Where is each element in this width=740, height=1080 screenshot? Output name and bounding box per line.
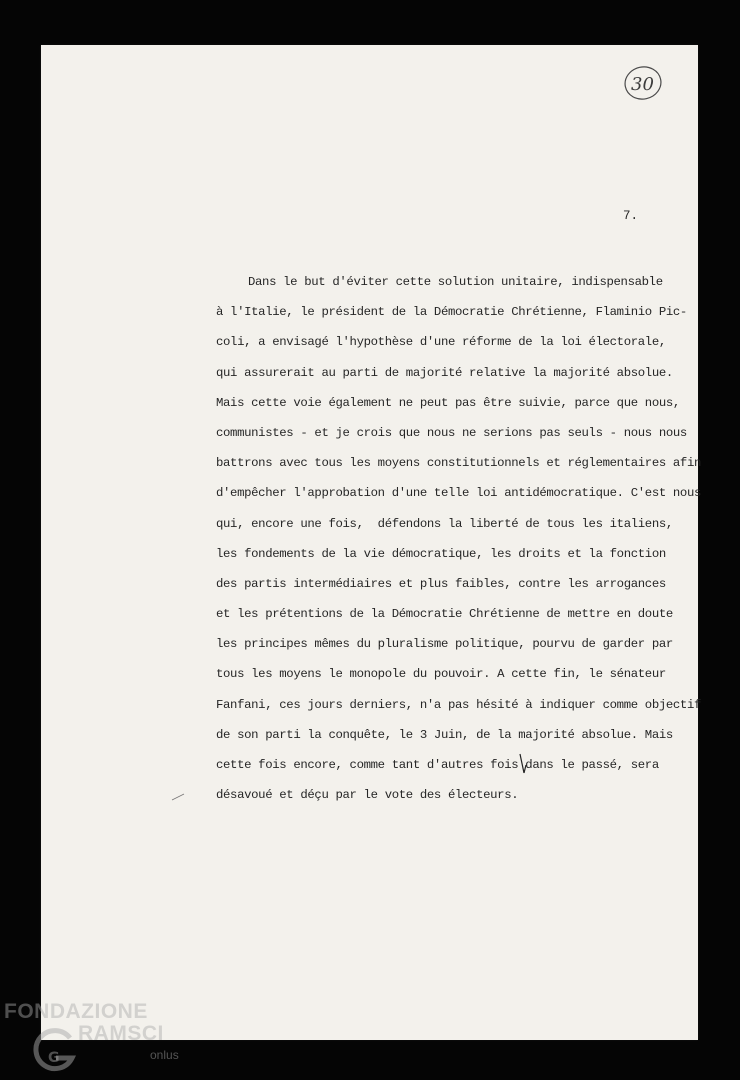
margin-pencil-tick xyxy=(171,793,185,801)
text-line: Fanfani, ces jours derniers, n'a pas hésité à indiquer comme objectif xyxy=(216,697,702,712)
watermark-line-2: RAMSCI xyxy=(78,1022,164,1045)
text-line: qui assurerait au parti de majorité relative la majorité absolue. xyxy=(216,365,673,380)
logo-letter: G xyxy=(48,1050,60,1066)
gramsci-logo-icon xyxy=(30,1028,78,1074)
text-line: désavoué et déçu par le vote des électeurs. xyxy=(216,788,519,803)
watermark-line-1: FONDAZIONE xyxy=(4,1000,148,1023)
text-line: à l'Italie, le président de la Démocratie Chrétienne, Flaminio Pic- xyxy=(216,305,687,320)
fondazione-gramsci-watermark xyxy=(4,998,194,1076)
text-line: d'empêcher l'approbation d'une telle loi antidémocratique. C'est nous xyxy=(216,486,702,501)
page-number: 7. xyxy=(623,209,639,223)
text-line: de son parti la conquête, le 3 Juin, de la majorité absolue. Mais xyxy=(216,727,673,742)
watermark-line-3: onlus xyxy=(150,1048,179,1062)
text-line: les principes mêmes du pluralisme politique, pourvu de garder par xyxy=(216,637,673,652)
archive-number-text: 30 xyxy=(631,74,654,95)
text-line: qui, encore une fois, défendons la liberté de tous les italiens, xyxy=(216,516,673,531)
text-line: communistes - et je crois que nous ne serions pas seuls - nous nous xyxy=(216,425,687,440)
typed-page xyxy=(41,45,702,1040)
text-line: Mais cette voie également ne peut pas être suivie, parce que nous, xyxy=(216,395,680,410)
text-line: et les prétentions de la Démocratie Chrétienne de mettre en doute xyxy=(216,607,673,622)
text-line: cette fois encore, comme tant d'autres fois dans le passé, sera xyxy=(216,758,659,772)
text-line: battrons avec tous les moyens constitutionnels et réglementaires afin xyxy=(216,456,702,471)
text-line: les fondements de la vie démocratique, les droits et la fonction xyxy=(216,546,666,561)
text-line: tous les moyens le monopole du pouvoir. A cette fin, le sénateur xyxy=(216,667,666,682)
text-line: coli, a envisagé l'hypothèse d'une réforme de la loi électorale, xyxy=(216,335,666,350)
pen-correction-mark xyxy=(518,753,528,775)
archive-number-stamp xyxy=(623,63,663,101)
text-line: Dans le but d'éviter cette solution unitaire, indispensable xyxy=(248,275,663,289)
body-paragraph xyxy=(216,267,702,810)
text-line: des partis intermédiaires et plus faibles, contre les arrogances xyxy=(216,576,666,591)
